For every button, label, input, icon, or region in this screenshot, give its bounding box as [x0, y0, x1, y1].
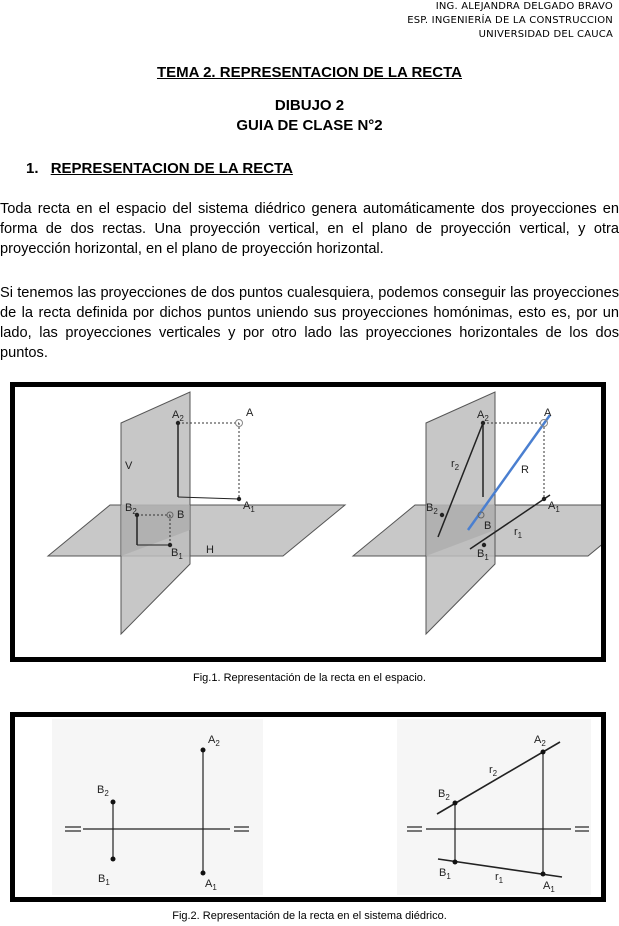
section-heading: [26, 160, 293, 177]
label-r2: $r_2$: [489, 764, 498, 778]
label-A1: $A_1$: [548, 500, 560, 514]
fig1-right-panel: [353, 392, 601, 634]
paragraph-1: Toda recta en el espacio del sistema diédrico genera automáticamente dos proyecciones en forma de dos rectas. Una proyección vertical, en el plano de proyección vertical, y otra proyección horizontal, en el plano de proyección horizontal.: [0, 201, 619, 257]
fig2-left-panel: [52, 719, 263, 895]
label-B1: $B_1$: [439, 867, 451, 881]
label-r2: $r_2$: [451, 458, 460, 472]
label-H: H: [206, 544, 214, 556]
label-A2: $A_2$: [172, 409, 184, 423]
author-name: ING. ALEJANDRA DELGADO BRAVO: [435, 1, 613, 12]
label-A1: $A_1$: [243, 500, 255, 514]
figure-2-frame: [10, 712, 606, 902]
author-title: ESP. INGENIERÍA DE LA CONSTRUCCION: [407, 15, 613, 26]
label-B2: $B_2$: [97, 784, 109, 798]
label-B1: $B_1$: [171, 547, 183, 561]
label-B: B: [484, 520, 492, 532]
drawing-title: DIBUJO 2: [274, 97, 345, 114]
label-V: V: [125, 460, 133, 472]
fig1-left-panel: [15, 392, 350, 634]
author-header: [407, 0, 613, 42]
fig2-right-panel: [397, 719, 591, 895]
label-B2: $B_2$: [438, 788, 450, 802]
horizontal-plane: [48, 505, 345, 556]
label-A1: $A_1$: [205, 878, 217, 892]
topic-title: TEMA 2. REPRESENTACION DE LA RECTA: [156, 64, 463, 81]
figure-2-caption: Fig.2. Representación de la recta en el sistema diédrico.: [172, 910, 447, 922]
label-A: A: [544, 407, 552, 419]
label-A2: $A_2$: [534, 734, 546, 748]
label-B1: $B_1$: [477, 548, 489, 562]
figure-1-drawing: [15, 387, 601, 657]
section-number: 1.: [26, 160, 39, 177]
label-A: A: [246, 407, 254, 419]
label-B: B: [177, 509, 185, 521]
label-B2: $B_2$: [125, 502, 137, 516]
university-name: UNIVERSIDAD DEL CAUCA: [478, 29, 613, 40]
label-A2: $A_2$: [477, 409, 489, 423]
label-R: R: [521, 464, 529, 476]
figure-2-drawing: [15, 717, 601, 897]
label-A1: $A_1$: [543, 880, 555, 894]
guide-title: GUIA DE CLASE N°2: [236, 117, 383, 134]
label-r1: $r_1$: [495, 871, 504, 885]
label-A2: $A_2$: [208, 734, 220, 748]
label-B2: $B_2$: [426, 502, 438, 516]
section-title: REPRESENTACION DE LA RECTA: [50, 160, 293, 177]
figure-1-caption: Fig.1. Representación de la recta en el espacio.: [193, 672, 426, 684]
figure-1-frame: [10, 382, 606, 662]
label-B1: $B_1$: [98, 873, 110, 887]
paragraph-2: Si tenemos las proyecciones de dos puntos cualesquiera, podemos conseguir las proyecciones de la recta definida por dichos puntos uniendo sus proyecciones homónimas, esto es, por un lado, las proyecciones verticales y por otro lado las proyecciones horizontales de los dos puntos.: [0, 285, 619, 361]
label-r1: $r_1$: [514, 526, 523, 540]
